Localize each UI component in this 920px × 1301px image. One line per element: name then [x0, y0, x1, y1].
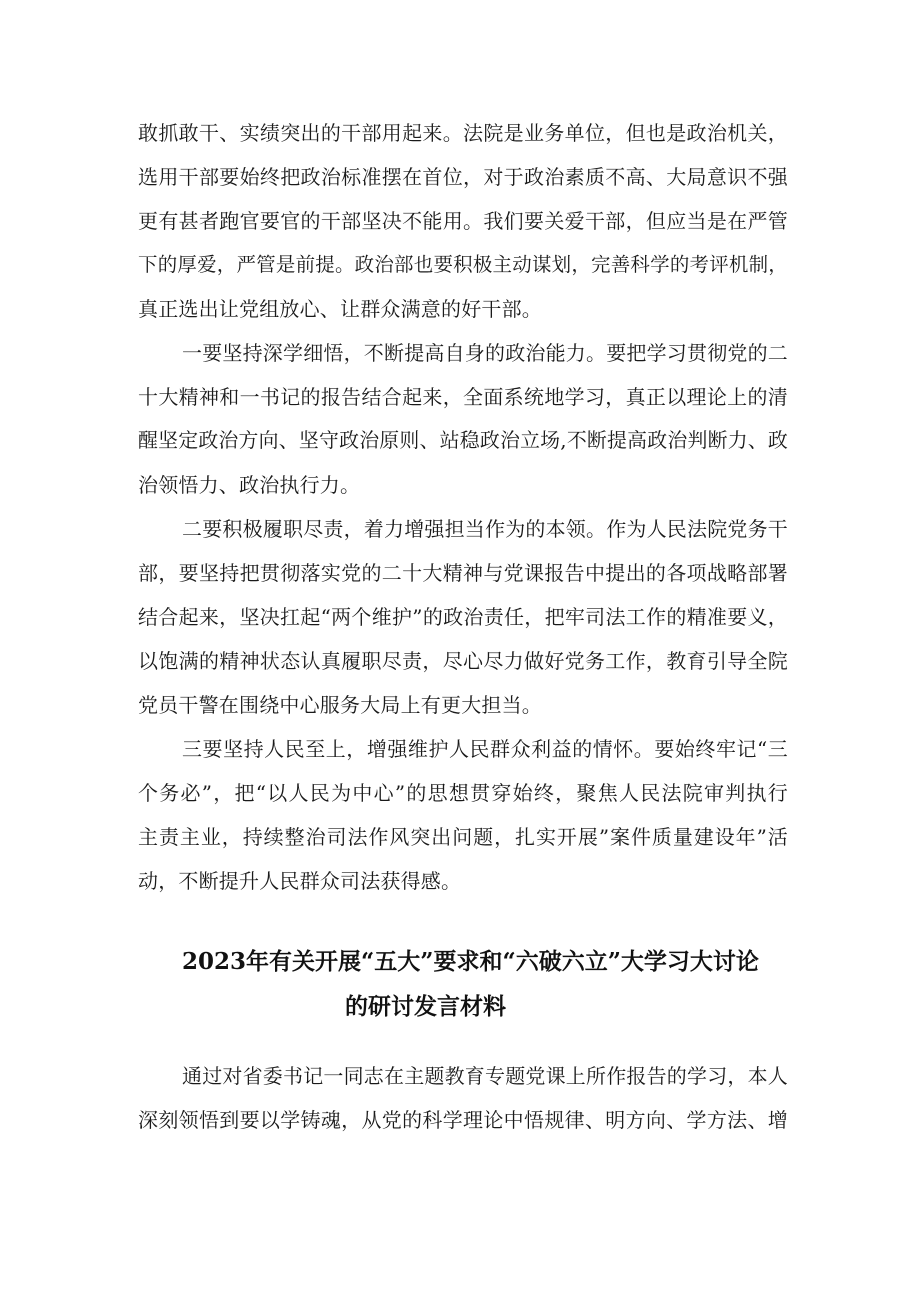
paragraph-line: 下的厚爱，严管是前提。政治部也要积极主动谋划，完善科学的考评机制，: [138, 253, 788, 276]
paragraph-line: 通过对省委书记一同志在主题教育专题党课上所作报告的学习，本人: [182, 1064, 788, 1088]
paragraph-line: 以饱满的精神状态认真履职尽责，尽心尽力做好党务工作，教育引导全院: [138, 649, 788, 673]
paragraph-line: 十大精神和一书记的报告结合起来，全面系统地学习，真正以理论上的清: [138, 385, 788, 409]
paragraph-line: 敢抓敢干、实绩突出的干部用起来。法院是业务单位，但也是政治机关，: [138, 121, 788, 145]
paragraph-line: 治领悟力、政治执行力。: [138, 473, 361, 497]
paragraph-line: 动，不断提升人民群众司法获得感。: [138, 869, 462, 893]
paragraph-line: 一要坚持深学细悟，不断提高自身的政治能力。要把学习贯彻党的二: [182, 341, 788, 365]
paragraph-line: 选用干部要始终把政治标准摆在首位，对于政治素质不高、大局意识不强: [138, 165, 788, 189]
paragraph-line: 深刻领悟到要以学铸魂，从党的科学理论中悟规律、明方向、学方法、增: [138, 1108, 788, 1132]
paragraph-line: 个务必”，把“以人民为中心”的思想贯穿始终，聚焦人民法院审判执行: [138, 781, 788, 805]
paragraph-line: 结合起来，坚决扛起“两个维护”的政治责任，把牢司法工作的精准要义，: [138, 605, 788, 629]
paragraph-line: 醒坚定政治方向、坚守政治原则、站稳政治立场,不断提高政治判断力、政: [138, 429, 788, 452]
paragraph-line: 三要坚持人民至上，增强维护人民群众利益的情怀。要始终牢记“三: [182, 737, 788, 761]
paragraph-line: 部，要坚持把贯彻落实党的二十大精神与党课报告中提出的各项战略部署: [138, 561, 788, 585]
heading-line-1: 2023年有关开展“五大”要求和“六破六立”大学习大讨论: [182, 948, 759, 975]
paragraph-line: 真正选出让党组放心、让群众满意的好干部。: [138, 297, 542, 321]
heading-line-2: 的研讨发言材料: [345, 993, 506, 1020]
paragraph-line: 党员干警在围绕中心服务大局上有更大担当。: [138, 693, 542, 717]
paragraph-line: 二要积极履职尽责，着力增强担当作为的本领。作为人民法院党务干: [182, 517, 788, 541]
paragraph-line: 更有甚者跑官要官的干部坚决不能用。我们要关爱干部，但应当是在严管: [138, 209, 788, 233]
paragraph-line: 主责主业，持续整治司法作风突出问题，扎实开展”案件质量建设年”活: [138, 825, 788, 849]
